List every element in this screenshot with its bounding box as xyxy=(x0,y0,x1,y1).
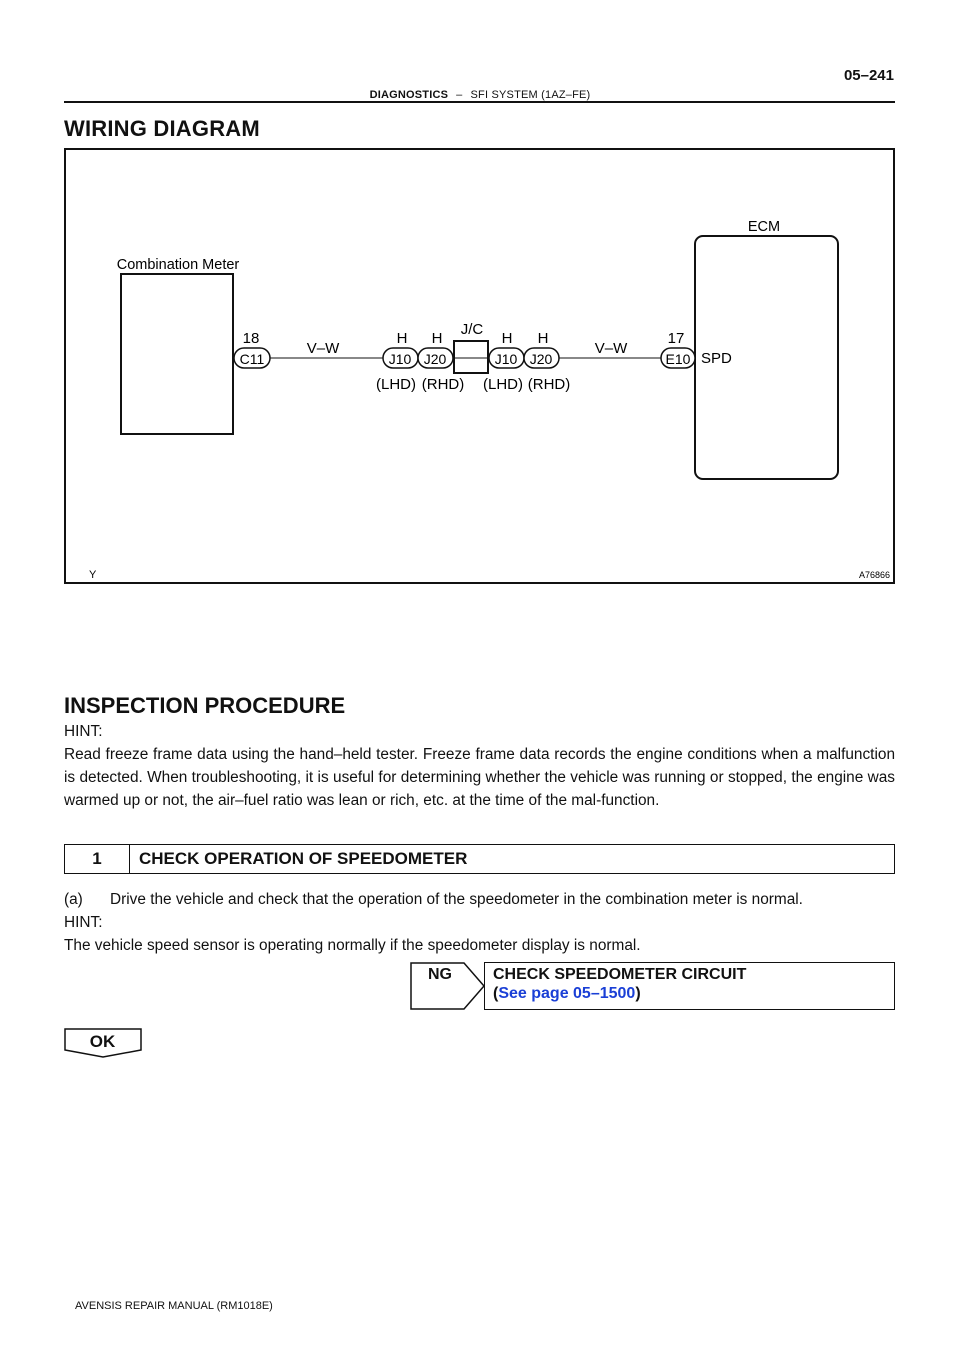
running-header xyxy=(0,89,960,101)
step-item-a xyxy=(64,888,895,911)
step-hint-text: The vehicle speed sensor is operating normally if the speedometer display is normal. xyxy=(64,937,641,954)
ng-action-text: CHECK SPEEDOMETER CIRCUIT xyxy=(493,966,747,983)
wiring-diagram-svg xyxy=(64,148,895,584)
ng-action-box xyxy=(484,962,895,1010)
wiring-diagram-title: WIRING DIAGRAM xyxy=(64,116,260,141)
ecm-label: ECM xyxy=(747,219,781,235)
manual-footer: AVENSIS REPAIR MANUAL (RM1018E) xyxy=(75,1300,273,1312)
hint-label: HINT: xyxy=(64,723,103,740)
jc-label: J/C xyxy=(460,321,484,338)
connector-j10-right-label: J10 xyxy=(494,351,518,367)
header-section: DIAGNOSTICS xyxy=(369,89,449,101)
step-item-text: Drive the vehicle and check that the operation of the speedometer in the combination meter is normal. xyxy=(110,891,803,908)
h-right-1: H xyxy=(501,330,513,347)
connector-j20-right-label: J20 xyxy=(529,351,553,367)
hint-text: Read freeze frame data using the hand–held tester. Freeze frame data records the engine conditions when a malfunction is detected. When troubleshooting, it is useful for determining whether the vehicle was running or stopped, the engine was warmed up or not, the air–fuel ratio was lean or rich, etc. at the time of the mal-function. xyxy=(64,746,895,809)
meter-pin-number: 18 xyxy=(242,330,260,347)
h-left-1: H xyxy=(396,330,408,347)
ecm-terminal-spd: SPD xyxy=(701,350,732,367)
wiring-diagram xyxy=(64,148,895,584)
step-item-label: (a) xyxy=(64,891,83,908)
wire-color-right: V–W xyxy=(594,340,628,357)
ecm-pin-number: 17 xyxy=(667,330,685,347)
rhd-left-label: (RHD) xyxy=(421,376,465,393)
ng-reference xyxy=(493,985,641,1003)
combination-meter-label: Combination Meter xyxy=(116,257,240,273)
header-rule xyxy=(64,101,895,103)
ng-label: NG xyxy=(428,966,452,983)
connector-e10-label: E10 xyxy=(665,351,691,367)
step-hint-label: HINT: xyxy=(64,914,103,931)
header-subsection: SFI SYSTEM (1AZ–FE) xyxy=(470,89,591,101)
header-separator: – xyxy=(456,89,463,101)
inspection-procedure-title: INSPECTION PROCEDURE xyxy=(64,693,346,718)
connector-j20-left-label: J20 xyxy=(423,351,447,367)
ng-ref-open: ( xyxy=(493,985,499,1002)
combination-meter-box xyxy=(121,274,233,434)
step-title: CHECK OPERATION OF SPEEDOMETER xyxy=(139,849,468,868)
connector-c11-label: C11 xyxy=(239,351,265,367)
rhd-right-label: (RHD) xyxy=(527,376,571,393)
h-left-2: H xyxy=(431,330,443,347)
corner-mark: Y xyxy=(89,569,97,581)
ok-label: OK xyxy=(89,1032,116,1051)
connector-j10-left-label: J10 xyxy=(388,351,412,367)
wire-color-left: V–W xyxy=(306,340,340,357)
lhd-right-label: (LHD) xyxy=(483,376,523,393)
step-1-header xyxy=(64,844,895,874)
page-number: 05–241 xyxy=(843,67,894,84)
ng-ref-close: ) xyxy=(635,985,641,1002)
page-reference-link[interactable]: See page 05–1500 xyxy=(498,985,636,1002)
junction-connector xyxy=(454,341,488,373)
figure-id: A76866 xyxy=(858,570,890,580)
h-right-2: H xyxy=(537,330,549,347)
lhd-left-label: (LHD) xyxy=(376,376,416,393)
step-number: 1 xyxy=(65,845,130,873)
